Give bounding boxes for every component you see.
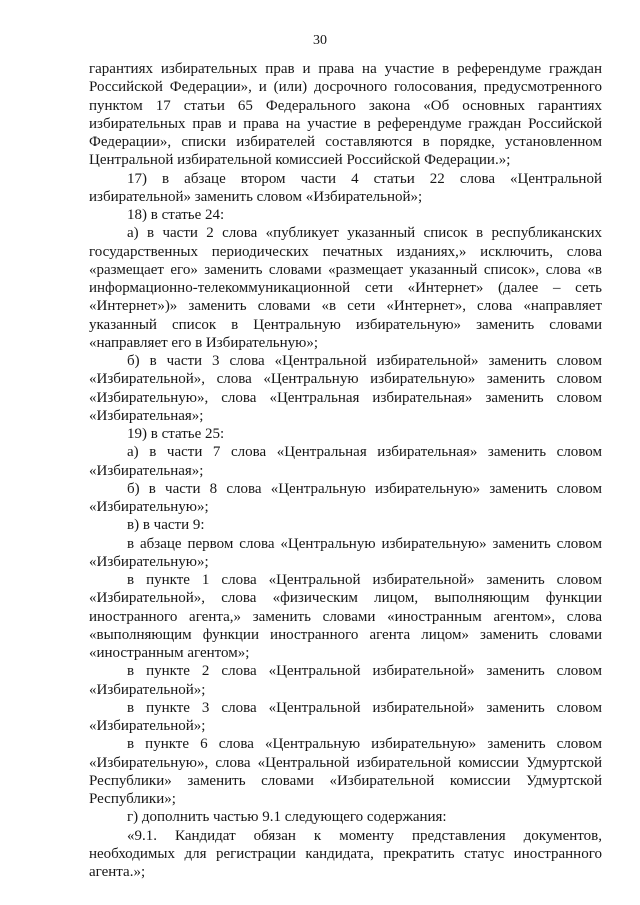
paragraph-continuation: гарантиях избирательных прав и права на участие в референдуме граждан Российской Федерации», и (или) досрочного голосования, предусмотренного пунктом 17 статьи 65 Федерального закона «Об основных гарантиях избирательных прав и права на участие в референдуме граждан Российской Федерации», списки избирателей составляются в порядке, установленном Центральной избирательной комиссией Российской Федерации.»; [89, 61, 602, 169]
paragraph-subitem-point-3: в пункте 3 слова «Центральной избирательной» заменить словом «Избирательной»; [89, 699, 602, 734]
paragraph-subitem-point-1: в пункте 1 слова «Центральной избирательной» заменить словом «Избирательной», слова «физическим лицом, выполняющим функции иностранного агента,» заменить словами «иностранным агентом», слова «выполняющим функции иностранного агента лицом» заменить словами «иностранным агентом»; [89, 572, 602, 661]
paragraph-item-19-v: в) в части 9: [127, 517, 205, 534]
paragraph-subitem-point-2: в пункте 2 слова «Центральной избирательной» заменить словом «Избирательной»; [89, 663, 602, 698]
paragraph-quote-9-1: «9.1. Кандидат обязан к моменту представления документов, необходимых для регистрации кандидата, прекратить статус иностранного агента.»; [89, 827, 602, 880]
paragraph-subitem-point-6: в пункте 6 слова «Центральную избирательную» заменить словом «Избирательную», слова «Центральной избирательной комиссии Удмуртской Республики» заменить словами «Избирательной комиссии Удмуртской Республики»; [89, 736, 602, 807]
page-number: 30 [313, 33, 327, 48]
paragraph-item-19-g: г) дополнить частью 9.1 следующего содержания: [127, 809, 447, 826]
paragraph-item-19: 19) в статье 25: [127, 426, 225, 442]
paragraph-item-17: 17) в абзаце втором части 4 статьи 22 слова «Центральной избирательной» заменить словом «Избирательной»; [89, 170, 602, 205]
paragraph-item-18-b: б) в части 3 слова «Центральной избирательной» заменить словом «Избирательной», слова «Центральную избирательную» заменить словом «Избирательную», слова «Центральная избирательная» заменить словом «Избирательная»; [89, 353, 602, 424]
paragraph-item-18: 18) в статье 24: [127, 207, 225, 223]
document-body [89, 60, 602, 881]
paragraph-item-19-b: б) в части 8 слова «Центральную избирательную» заменить словом «Избирательную»; [89, 480, 602, 515]
paragraph-item-19-a: а) в части 7 слова «Центральная избирательная» заменить словом «Избирательная»; [89, 444, 602, 479]
paragraph-subitem-first-abzac: в абзаце первом слова «Центральную избирательную» заменить словом «Избирательную»; [89, 535, 602, 570]
paragraph-item-18-a: а) в части 2 слова «публикует указанный список в республиканских государственных периодических печатных изданиях,» исключить, слова «размещает его» заменить словами «размещает указанный список», слова «в информационно-телекоммуникационной сети «Интернет» (далее – сеть «Интернет»)» заменить словами «в сети «Интернет», слова «направляет указанный список в Центральную избирательную» заменить словами «направляет его в Избирательную»; [89, 225, 602, 351]
